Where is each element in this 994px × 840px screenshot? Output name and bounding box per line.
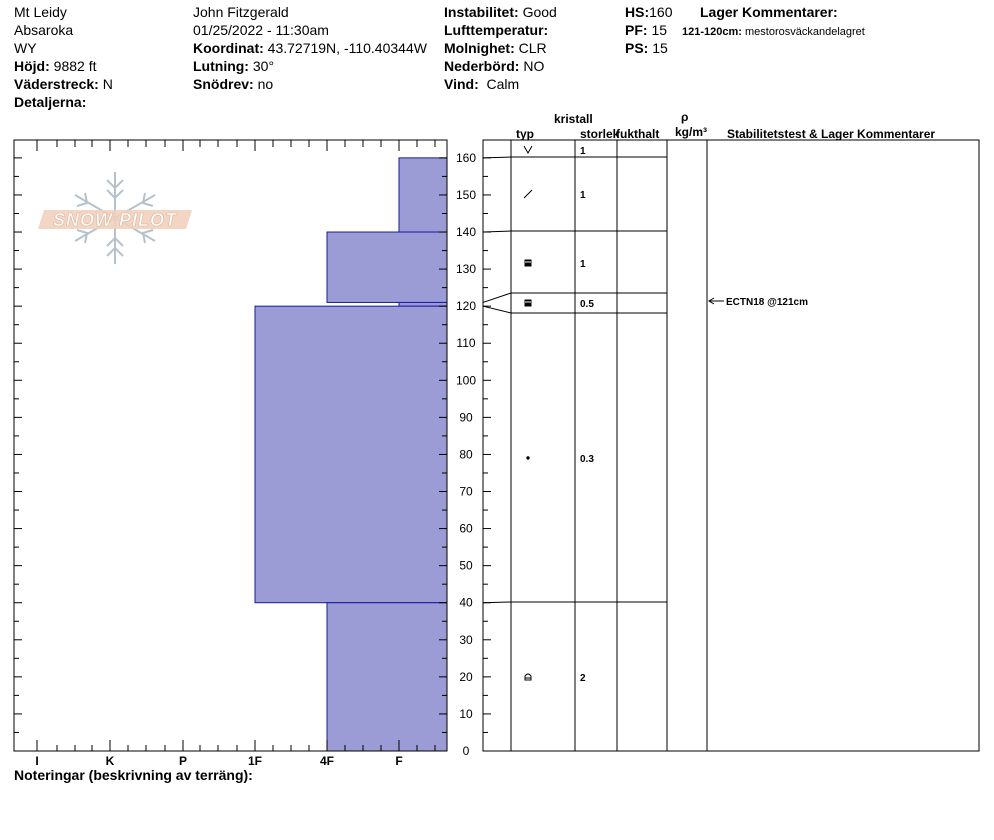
layer-connector bbox=[483, 157, 511, 158]
snowpilot-logo bbox=[38, 172, 192, 264]
hardness-label: 4F bbox=[319, 754, 335, 768]
instability-value: Good bbox=[522, 4, 557, 20]
depth-tick-label: 60 bbox=[459, 521, 473, 536]
details-label: Detaljerna: bbox=[14, 94, 87, 110]
moisture-header: fukthalt bbox=[616, 127, 660, 141]
layer-table bbox=[483, 140, 979, 751]
ps-value: 15 bbox=[652, 40, 668, 56]
grain-stroke bbox=[525, 260, 531, 266]
hardness-bar bbox=[399, 302, 447, 306]
grain-precipitation-particles-icon bbox=[524, 146, 532, 153]
stability-test-label: ECTN18 @121cm bbox=[726, 297, 809, 308]
logo-text: SNOW PILOT bbox=[53, 210, 177, 230]
coordinate-value: 43.72719N, -110.40344W bbox=[267, 40, 427, 56]
sky-value: CLR bbox=[518, 40, 547, 56]
hardness-profile bbox=[255, 158, 447, 751]
hardness-label: F bbox=[395, 754, 403, 768]
depth-tick-label: 0 bbox=[462, 744, 470, 758]
hardness-label: K bbox=[105, 754, 115, 768]
layer-connector bbox=[483, 306, 511, 313]
aspect-value: N bbox=[102, 76, 113, 92]
depth-tick-label: 50 bbox=[459, 558, 473, 573]
depth-tick-label: 40 bbox=[459, 595, 473, 610]
drift-value: no bbox=[257, 76, 274, 92]
crystal-header: kristall bbox=[554, 112, 593, 126]
precip-value: NO bbox=[523, 58, 545, 74]
ps-label: PS: bbox=[625, 40, 649, 56]
grain-size-value: 0.5 bbox=[580, 299, 594, 310]
depth-tick-label: 80 bbox=[459, 447, 473, 462]
grain-faceted-rounded-icon bbox=[525, 300, 531, 306]
mountain-range: Absaroka bbox=[14, 22, 74, 38]
observer-name: John Fitzgerald bbox=[193, 4, 289, 20]
grain-size-value: 0.3 bbox=[580, 454, 594, 465]
state: WY bbox=[14, 40, 37, 56]
observation-datetime: 01/25/2022 - 11:30am bbox=[193, 22, 329, 38]
depth-tick-label: 30 bbox=[459, 632, 473, 647]
grain-size-value: 1 bbox=[580, 190, 586, 201]
slope-value: 30° bbox=[252, 58, 275, 74]
notes-label: Noteringar (beskrivning av terräng): bbox=[14, 767, 253, 783]
depth-tick-label: 20 bbox=[459, 669, 473, 684]
layer-comment-text: mestorosväckandelagret bbox=[745, 26, 865, 38]
pf-label: PF: bbox=[625, 22, 648, 38]
density-unit: kg/m³ bbox=[675, 125, 708, 139]
grain-decomposing-fragments-icon bbox=[524, 190, 532, 198]
depth-tick-label: 150 bbox=[455, 187, 477, 202]
grain-stroke bbox=[524, 146, 532, 153]
aspect-label: Väderstreck: bbox=[14, 76, 99, 92]
depth-tick-label: 130 bbox=[455, 262, 477, 277]
grain-rounded-grains-icon bbox=[527, 457, 529, 459]
hs-value: 160 bbox=[649, 4, 673, 20]
pf-value: 15 bbox=[651, 22, 668, 38]
stability-header: Stabilitetstest & Lager Kommentarer bbox=[727, 127, 936, 141]
layer-connector bbox=[483, 602, 511, 603]
layer-comment-range: 121-120cm: bbox=[682, 26, 742, 38]
elevation-label: Höjd: bbox=[14, 58, 50, 74]
grain-size-value: 1 bbox=[580, 146, 586, 157]
grain-stroke bbox=[524, 190, 532, 198]
instability-label: Instabilitet: bbox=[444, 4, 519, 20]
drift-label: Snödrev: bbox=[193, 76, 254, 92]
grain-stroke bbox=[525, 674, 531, 680]
hardness-label: I bbox=[35, 754, 39, 768]
hardness-label: P bbox=[178, 754, 188, 768]
grain-faceted-rounded-icon bbox=[525, 260, 531, 266]
grain-stroke bbox=[527, 457, 529, 459]
table-frame bbox=[483, 140, 979, 751]
coordinate-label: Koordinat: bbox=[193, 40, 264, 56]
layer-connector bbox=[483, 231, 511, 232]
depth-tick-label: 110 bbox=[456, 336, 476, 351]
type-header: typ bbox=[516, 127, 534, 141]
depth-tick-label: 90 bbox=[459, 410, 473, 425]
slope-label: Lutning: bbox=[193, 58, 249, 74]
elevation-value: 9882 ft bbox=[53, 58, 97, 74]
grain-size-value: 1 bbox=[580, 259, 586, 270]
depth-tick-label: 140 bbox=[455, 225, 477, 240]
layer-comments-label: Lager Kommentarer: bbox=[700, 4, 838, 20]
wind-label: Vind: bbox=[444, 76, 479, 92]
depth-tick-label: 120 bbox=[455, 299, 477, 314]
grain-stroke bbox=[525, 300, 531, 306]
sky-label: Molnighet: bbox=[444, 40, 515, 56]
grain-depth-hoar-icon bbox=[525, 674, 531, 680]
grain-size-value: 2 bbox=[580, 673, 586, 684]
layer-connector bbox=[483, 293, 511, 302]
wind-value: Calm bbox=[486, 76, 520, 92]
depth-tick-label: 70 bbox=[459, 484, 473, 499]
density-symbol: ρ bbox=[681, 110, 689, 124]
precip-label: Nederbörd: bbox=[444, 58, 520, 74]
hardness-label: 1F bbox=[247, 754, 263, 768]
hardness-bar bbox=[327, 603, 447, 751]
depth-tick-label: 160 bbox=[455, 150, 477, 165]
hs-label: HS: bbox=[625, 4, 650, 20]
depth-tick-label: 10 bbox=[459, 706, 473, 721]
size-header: storlek bbox=[580, 127, 620, 141]
hardness-bar bbox=[327, 232, 447, 302]
hardness-bar bbox=[255, 306, 447, 603]
location-name: Mt Leidy bbox=[14, 4, 67, 20]
depth-tick-label: 100 bbox=[455, 373, 477, 388]
air-temp-label: Lufttemperatur: bbox=[444, 22, 549, 38]
